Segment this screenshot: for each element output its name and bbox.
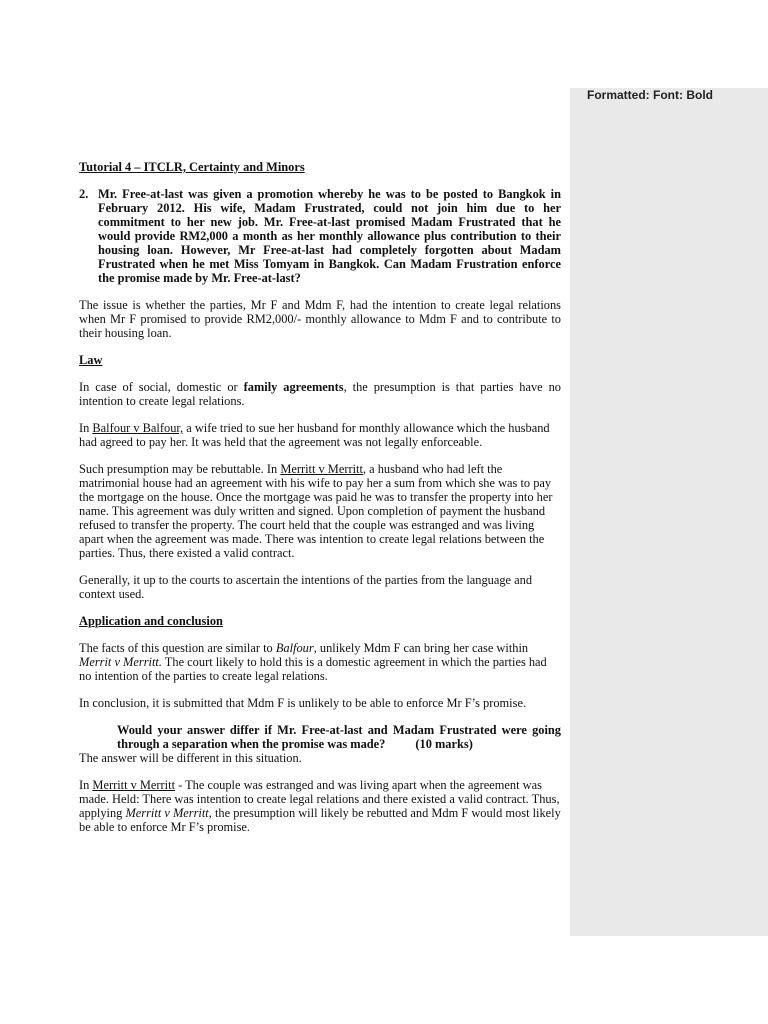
tutorial-title: Tutorial 4 – ITCLR, Certainty and Minors <box>79 160 305 174</box>
followup-marks: (10 marks) <box>415 737 473 751</box>
final-pre: In <box>79 778 93 792</box>
followup-text: Would your answer differ if Mr. Free-at-last and Madam Frustrated were going through a separation when the promise was made? <box>117 723 561 751</box>
balfour-post: a wife tried to sue her husband for monthly allowance which the husband had agreed to pay her. It was held that the agreement was not legally enforceable. <box>79 421 550 449</box>
balfour-pre: In <box>79 421 93 435</box>
merritt-paragraph <box>79 462 561 560</box>
balfour-case-name: Balfour v Balfour, <box>92 421 184 435</box>
social-post: , the presumption is that parties have no intention to create legal relations. <box>79 380 561 408</box>
balfour-paragraph <box>79 421 561 449</box>
final-post: the presumption will likely be rebutted and Mdm F would most likely be able to enforce Mr F’s promise. <box>79 806 561 834</box>
question-2 <box>79 187 561 285</box>
social-agreements-paragraph <box>79 380 561 408</box>
followup-question <box>117 723 561 751</box>
facts-mid: , unlikely Mdm F can bring her case within <box>313 641 529 655</box>
merritt-pre: Such presumption may be rebuttable. In <box>79 462 281 476</box>
final-case-name: Merritt v Merritt <box>92 778 176 792</box>
facts-paragraph <box>79 641 561 683</box>
final-case-name-italic: Merritt v Merritt, <box>125 806 212 820</box>
facts-case-balfour: Balfour <box>275 641 314 655</box>
facts-post: The court likely to hold this is a domestic agreement in which the parties had no intention of the parties to create legal relations. <box>79 655 547 683</box>
application-heading: Application and conclusion <box>79 614 223 628</box>
issue-paragraph: The issue is whether the parties, Mr F and Mdm F, had the intention to create legal relations when Mr F promised to provide RM2,000/- monthly allowance to Mdm F and to contribute to their housing loan. <box>79 298 561 340</box>
general-paragraph: Generally, it up to the courts to ascertain the intentions of the parties from the language and context used. <box>79 573 533 601</box>
merritt-case-name: Merritt v Merritt <box>280 462 363 476</box>
merritt-post: , a husband who had left the matrimonial house had an agreement with his wife to pay her a sum from which she was to pay the mortgage on the house. Once the mortgage was paid he was to transfer the property into her name. This agreement was duly written and signed. Upon completion of payment the husband refused to transfer the property. The court held that the couple was estranged and was living apart when the agreement was made. There was intention to create legal relations between the parties. Thus, there existed a valid contract. <box>79 462 553 560</box>
law-heading: Law <box>79 353 103 367</box>
family-agreements-term: family agreements <box>243 380 344 394</box>
question-number: 2. <box>79 187 89 201</box>
conclusion-paragraph: In conclusion, it is submitted that Mdm F is unlikely to be able to enforce Mr F’s promise. <box>79 696 527 710</box>
facts-case-merritt: Merrit v Merritt. <box>79 655 162 669</box>
document-body <box>79 160 561 847</box>
different-paragraph: The answer will be different in this situation. <box>79 751 302 765</box>
final-paragraph <box>79 778 561 834</box>
facts-pre: The facts of this question are similar to <box>79 641 276 655</box>
question-text: Mr. Free-at-last was given a promotion whereby he was to be posted to Bangkok in February 2012. His wife, Madam Frustrated, could not join him due to her commitment to her new job. Mr. Free-at-last promised Madam Frustrated that he would provide RM2,000 a month as her monthly allowance plus contribution to their housing loan. However, Mr Free-at-last had completely forgotten about Madam Frustrated when he met Miss Tomyam in Bangkok. Can Madam Frustration enforce the promise made by Mr. Free-at-last? <box>98 187 561 285</box>
final-mid: - The couple was estranged and was living apart when the agreement was made. Held: There was intention to create legal relations and there existed a valid contract. Thus, applying <box>79 778 560 820</box>
formatting-comment[interactable]: Formatted: Font: Bold <box>587 88 713 102</box>
social-pre: In case of social, domestic or <box>79 380 244 394</box>
comment-pane <box>570 88 768 936</box>
